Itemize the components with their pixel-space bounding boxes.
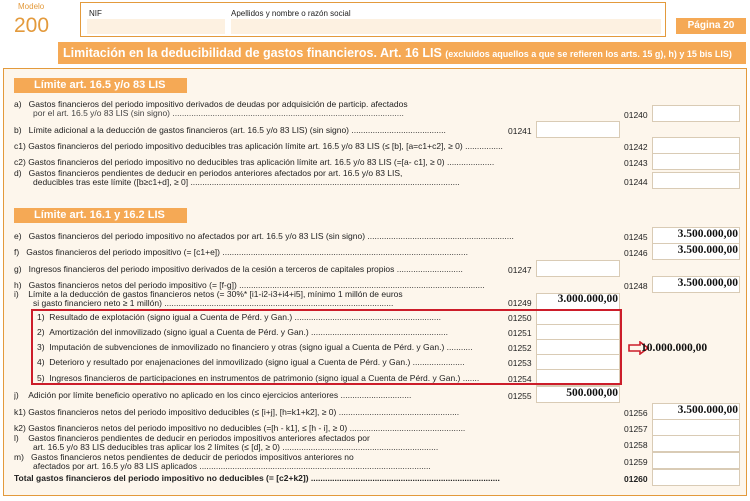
code-01249: 01249 [508, 298, 532, 308]
row-text: Gastos financieros del periodo impositivo (= [c1+e]) ........................................................................................................ [26, 248, 468, 257]
field-01259[interactable] [652, 452, 740, 469]
form-title [58, 42, 746, 64]
row-l-label-2 [33, 443, 621, 452]
row-letter: l) [14, 433, 19, 443]
field-01240[interactable] [652, 105, 740, 122]
identification-box [80, 2, 666, 37]
field-01257[interactable] [652, 419, 740, 436]
total-label: Total gastos financieros del periodo impositivo no deducibles (= [c2+k2]) ................................................................................ [14, 474, 500, 483]
code-01258: 01258 [624, 440, 648, 450]
row-text: Gastos financieros del periodo impositivo no afectados por art. 16.5 y/o 83 LIS (sin signo) .............................................................. [28, 232, 514, 241]
row-letter: h) [14, 281, 22, 290]
row-letter: a) [14, 99, 22, 109]
field-01244[interactable] [652, 172, 740, 189]
row-b-label [14, 126, 506, 135]
row-k2-label [14, 424, 620, 433]
row-letter: 3) [37, 343, 45, 352]
row-letter: k1) [14, 408, 26, 417]
name-label: Apellidos y nombre o razón social [231, 9, 351, 18]
form-title-main: Limitación en la deducibilidad de gastos financieros. Art. 16 LIS [63, 46, 442, 60]
code-01244: 01244 [624, 177, 648, 187]
row-text: Gastos financieros del periodo impositivo derivados de deudas por adquisición de particip. afectados [28, 99, 408, 109]
field-01258[interactable] [652, 435, 740, 452]
field-01260[interactable] [652, 469, 740, 486]
field-01243[interactable] [652, 153, 740, 170]
row-letter: i) [14, 289, 19, 299]
row-text: art. 16.5 y/o 83 LIS deducibles tras aplicar los 2 límites (≤ [d], ≥ 0) .................................................................. [33, 443, 439, 452]
section-heading-16-1: Límite art. 16.1 y 16.2 LIS [14, 208, 187, 223]
nif-field[interactable] [87, 19, 225, 34]
row-g-label [14, 265, 506, 274]
row-text: Gastos financieros netos pendientes de deducir de periodos impositivos anteriores no [31, 452, 354, 462]
row-letter: f) [14, 248, 20, 257]
modelo-label: Modelo [18, 2, 45, 11]
row-text: Gastos financieros pendientes de deducir en periodos anteriores afectados por art. 16.5 y/o 83 LIS, [28, 168, 403, 178]
code-01254: 01254 [508, 374, 532, 384]
row-letter: d) [14, 168, 22, 178]
row-letter: k2) [14, 424, 26, 433]
row-text: Gastos financieros netos del periodo impositivo deducibles (≤ [i+j], [h=k1+k2], ≥ 0) ................................................... [28, 408, 460, 417]
code-01243: 01243 [624, 158, 648, 168]
row-e-label [14, 232, 620, 241]
form-title-sub: (excluidos aquellos a que se refieren los arts. 15 g), h) y 15 bis LIS) [445, 49, 732, 59]
code-01242: 01242 [624, 142, 648, 152]
value-01249: 3.000.000,00 [557, 293, 618, 305]
row-text: Gastos financieros del periodo impositivo no deducibles tras aplicación límite art. 16.5 y/o 83 LIS (=[a- c1], ≥ 0) .................... [28, 158, 495, 167]
row-i-label [14, 290, 403, 299]
name-field[interactable] [231, 19, 661, 34]
code-01260: 01260 [624, 474, 648, 484]
sub-items-total: 10.000.000,00 [641, 342, 708, 354]
modelo-number: 200 [14, 14, 50, 37]
row-j-label [14, 391, 506, 400]
row-letter: 1) [37, 313, 45, 322]
row-letter: g) [14, 265, 22, 274]
row-text: Gastos financieros pendientes de deducir en periodos impositivos anteriores afectados por [28, 433, 370, 443]
row-letter: j) [14, 391, 19, 400]
row-text: Imputación de subvenciones de inmovilizado no financiero y otras (signo igual a Cuenta de Pérd. y Gan.) ........... [49, 343, 473, 352]
row-i-label-2 [33, 299, 505, 308]
row-text: Deterioro y resultado por enajenaciones del inmovilizado (signo igual a Cuenta de Pérd. y Gan.) ...................... [49, 358, 465, 367]
row-a-label-2 [33, 109, 621, 118]
code-01259: 01259 [624, 457, 648, 467]
row-text: Límite a la deducción de gastos financieros netos (= 30%* [i1-i2-i3+i4+i5], mínimo 1 millón de euros [28, 289, 403, 299]
row-letter: 5) [37, 374, 45, 383]
row-l-label [14, 434, 370, 443]
row-text: si gasto financiero neto ≥ 1 millón) ................................................................................................. [33, 299, 394, 308]
value-01246: 3.500.000,00 [677, 244, 738, 256]
code-01240: 01240 [624, 110, 648, 120]
field-01242[interactable] [652, 137, 740, 154]
code-01246: 01246 [624, 248, 648, 258]
row-letter: c1) [14, 142, 26, 151]
row-text: Gastos financieros del periodo impositivo deducibles tras aplicación límite art. 16.5 y/o 83 LIS (≤ [b], [a=c1+c2], ≥ 0) ................ [28, 142, 503, 151]
section-heading-16-5: Límite art. 16.5 y/o 83 LIS [14, 78, 187, 93]
code-01247: 01247 [508, 265, 532, 275]
row-letter: b) [14, 126, 22, 135]
code-01250: 01250 [508, 313, 532, 323]
row-text: Adición por límite beneficio operativo no aplicado en los cinco ejercicios anteriores .............................. [28, 391, 412, 400]
value-01245: 3.500.000,00 [677, 228, 738, 240]
row-letter: m) [14, 452, 24, 462]
row-text: deducibles tras este límite ([b≥c1+d], ≥ 0] .................................................................................................................. [33, 178, 460, 187]
value-01256: 3.500.000,00 [677, 404, 738, 416]
code-01253: 01253 [508, 358, 532, 368]
row-text: Gastos financieros netos del periodo impositivo (= [f-g]) ........................................................................................................ [28, 281, 485, 290]
row-c2-label [14, 158, 620, 167]
nif-label: NIF [89, 9, 102, 18]
row-f-label [14, 248, 620, 257]
value-01255: 500.000,00 [566, 387, 618, 399]
page-badge: Página 20 [676, 18, 746, 34]
row-text: Límite adicional a la deducción de gastos financieros (art. 16.5 y/o 83 LIS) (sin signo) ........................................ [28, 126, 446, 135]
row-c1-label [14, 142, 620, 151]
row-k1-label [14, 408, 620, 417]
code-01241: 01241 [508, 126, 532, 136]
row-letter: c2) [14, 158, 26, 167]
code-01255: 01255 [508, 391, 532, 401]
highlight-frame [31, 309, 622, 385]
row-text: por el art. 16.5 y/o 83 LIS (sin signo) .................................................................................................. [33, 109, 404, 118]
row-text: afectados por art. 16.5 y/o 83 LIS aplicados .................................................................................................. [33, 462, 431, 471]
code-01257: 01257 [624, 424, 648, 434]
code-01252: 01252 [508, 343, 532, 353]
code-01251: 01251 [508, 328, 532, 338]
row-text: Ingresos financieros de participaciones en instrumentos de patrimonio (signo igual a Cuenta de Pérd. y Gan.) ....... [49, 374, 480, 383]
row-m-label [14, 453, 354, 462]
code-01248: 01248 [624, 281, 648, 291]
code-01245: 01245 [624, 232, 648, 242]
row-text: Amortización del inmovilizado (signo igual a Cuenta de Pérd. y Gan.) .......................................................... [49, 328, 449, 337]
field-01247[interactable] [536, 260, 620, 277]
row-text: Gastos financieros netos del periodo impositivo no deducibles (=[h - k1], ≤ [h - i], ≥ 0) ................................................. [28, 424, 466, 433]
row-a-label [14, 100, 408, 109]
row-letter: e) [14, 232, 22, 241]
code-01256: 01256 [624, 408, 648, 418]
row-m-label-2 [33, 462, 621, 471]
row-letter: 4) [37, 358, 45, 367]
field-01241[interactable] [536, 121, 620, 138]
row-d-label [14, 169, 402, 178]
row-text: Resultado de explotación (signo igual a Cuenta de Pérd. y Gan.) .............................................................. [49, 313, 441, 322]
value-01248: 3.500.000,00 [677, 277, 738, 289]
row-letter: 2) [37, 328, 45, 337]
row-d-label-2 [33, 178, 621, 187]
row-text: Ingresos financieros del periodo impositivo derivados de la cesión a terceros de capitales propios ............................ [28, 265, 463, 274]
